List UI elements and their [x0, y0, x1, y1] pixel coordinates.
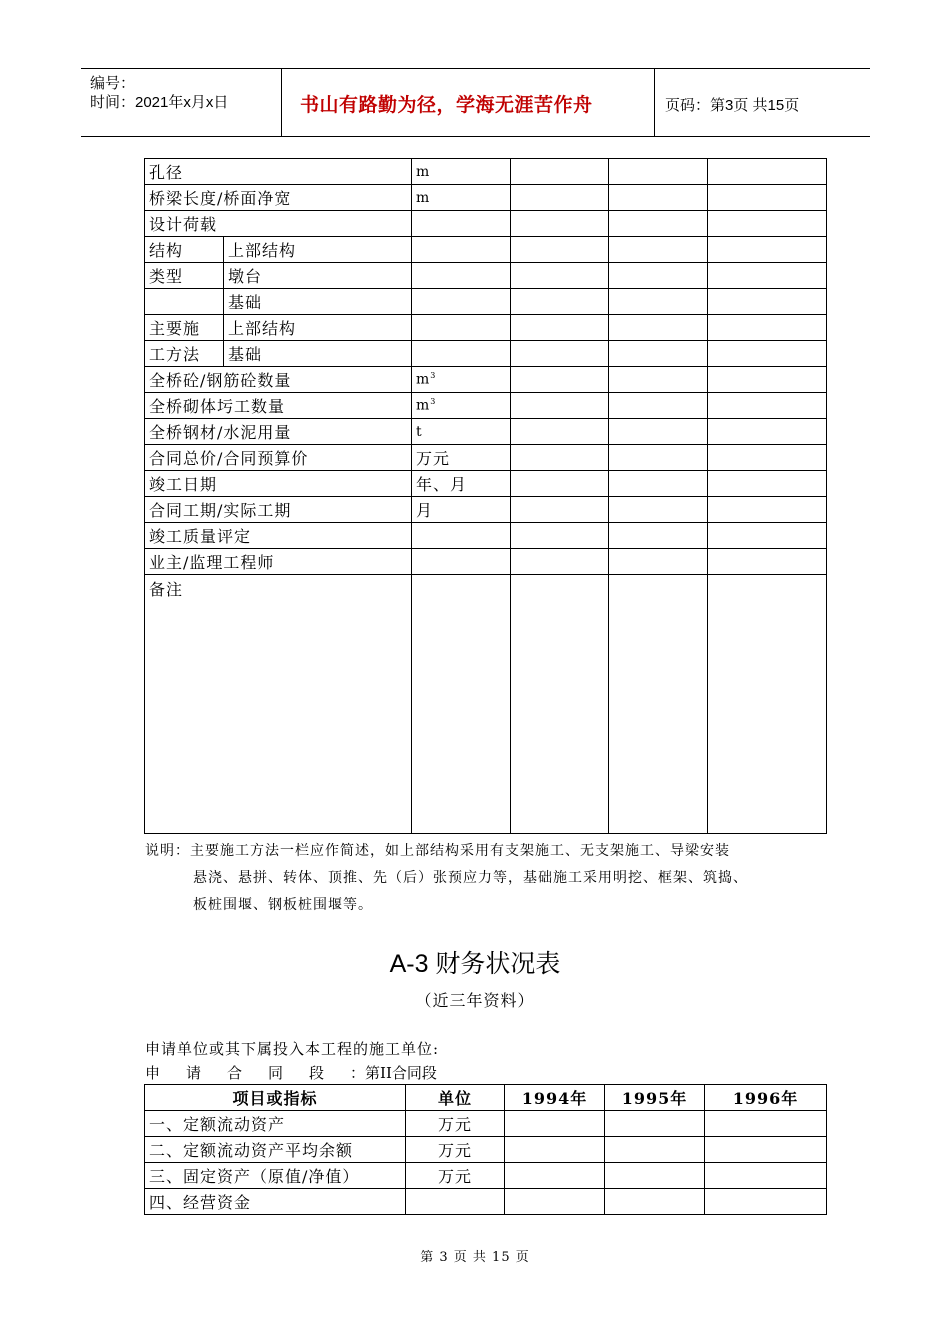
data-cell: [511, 341, 609, 367]
section-subtitle: （近三年资料）: [415, 991, 535, 1010]
data-cell: [511, 263, 609, 289]
row-unit: m: [412, 185, 511, 211]
table-row: [145, 185, 827, 211]
table-note: [145, 838, 748, 919]
data-cell: [609, 497, 708, 523]
data-cell: [708, 367, 827, 393]
data-cell: [609, 471, 708, 497]
data-cell: [511, 159, 609, 185]
row-label: 备注: [145, 575, 412, 834]
table-row: [145, 497, 827, 523]
data-cell: [708, 471, 827, 497]
row-label: 竣工质量评定: [145, 523, 412, 549]
item-label: 四、经营资金: [145, 1189, 406, 1215]
data-cell: [609, 211, 708, 237]
segment-label: 申请合同段: [145, 1064, 351, 1082]
sub-label: 墩台: [224, 263, 412, 289]
data-cell: [708, 237, 827, 263]
data-cell: [511, 289, 609, 315]
table-header-row: [145, 1085, 827, 1111]
table-row: [145, 1137, 827, 1163]
date-label: 时间：2021年x月x日: [90, 94, 229, 111]
motto-text: 书山有路勤为径，学海无涯苦作舟: [300, 94, 593, 116]
row-unit: [412, 549, 511, 575]
page-info-text: 页码：第3页 共15页: [665, 97, 800, 114]
page-footer: 第 3 页 共 15 页: [420, 1250, 530, 1265]
group-label: 类型: [145, 263, 224, 289]
row-unit: m: [412, 159, 511, 185]
table-row: [145, 341, 827, 367]
page-info-cell: [655, 69, 870, 136]
group-label: 工方法: [145, 341, 224, 367]
column-header: 1994年: [505, 1085, 605, 1111]
data-cell: [511, 393, 609, 419]
row-label: 全桥砌体圬工数量: [145, 393, 412, 419]
table-row: [145, 237, 827, 263]
data-cell: [708, 341, 827, 367]
data-cell: [505, 1163, 605, 1189]
table-row: [145, 1163, 827, 1189]
row-unit: 年、月: [412, 471, 511, 497]
row-unit: [412, 393, 511, 419]
sub-label: 基础: [224, 289, 412, 315]
data-cell: [511, 185, 609, 211]
data-cell: [511, 237, 609, 263]
group-label: 主要施: [145, 315, 224, 341]
data-cell: [609, 575, 708, 834]
segment-value: ：第II合同段: [350, 1064, 437, 1082]
row-label: 竣工日期: [145, 471, 412, 497]
table-row: [145, 289, 827, 315]
data-cell: [511, 549, 609, 575]
item-unit: 万元: [406, 1111, 505, 1137]
table-row: [145, 419, 827, 445]
group-label: 结构: [145, 237, 224, 263]
data-cell: [708, 523, 827, 549]
data-cell: [708, 549, 827, 575]
data-cell: [605, 1137, 705, 1163]
table-row: [145, 1111, 827, 1137]
number-label: 编号：: [90, 75, 136, 92]
data-cell: [609, 315, 708, 341]
data-cell: [511, 315, 609, 341]
item-label: 二、定额流动资产平均余额: [145, 1137, 406, 1163]
row-label: 业主/监理工程师: [145, 549, 412, 575]
data-cell: [708, 575, 827, 834]
data-cell: [511, 211, 609, 237]
data-cell: [605, 1163, 705, 1189]
table-row: [145, 159, 827, 185]
section-title: A-3 财务状况表: [389, 950, 561, 978]
motto-cell: [282, 69, 655, 136]
row-label: 全桥砼/钢筋砼数量: [145, 367, 412, 393]
note-line: 说明：主要施工方法一栏应作简述，如上部结构采用有支架施工、无支架施工、导梁安装: [145, 843, 730, 859]
data-cell: [705, 1137, 827, 1163]
data-cell: [505, 1137, 605, 1163]
item-label: 一、定额流动资产: [145, 1111, 406, 1137]
item-label: 三、固定资产（原值/净值）: [145, 1163, 406, 1189]
item-unit: [406, 1189, 505, 1215]
data-cell: [511, 367, 609, 393]
row-unit: [412, 523, 511, 549]
finance-table: [144, 1084, 827, 1215]
data-cell: [609, 393, 708, 419]
data-cell: [609, 419, 708, 445]
table-row: [145, 367, 827, 393]
table-row: [145, 263, 827, 289]
table-row: [145, 471, 827, 497]
data-cell: [609, 263, 708, 289]
unit-text: m: [416, 397, 431, 414]
data-cell: [708, 289, 827, 315]
row-label: 孔径: [145, 159, 412, 185]
data-cell: [708, 315, 827, 341]
table-row: [145, 445, 827, 471]
data-cell: [708, 159, 827, 185]
data-cell: [708, 445, 827, 471]
note-line: 板桩围堰、钢板桩围堰等。: [193, 897, 373, 913]
applicant-label: 申请单位或其下属投入本工程的施工单位:: [145, 1040, 440, 1058]
table-row: [145, 393, 827, 419]
row-label: 合同工期/实际工期: [145, 497, 412, 523]
row-label: 设计荷载: [145, 211, 412, 237]
data-cell: [609, 289, 708, 315]
column-header: 项目或指标: [145, 1085, 406, 1111]
data-cell: [412, 315, 511, 341]
data-cell: [609, 445, 708, 471]
table-row: [145, 523, 827, 549]
data-cell: [511, 523, 609, 549]
data-cell: [609, 185, 708, 211]
data-cell: [708, 211, 827, 237]
data-cell: [609, 367, 708, 393]
data-cell: [511, 419, 609, 445]
group-label: [145, 289, 224, 315]
data-cell: [609, 341, 708, 367]
data-cell: [708, 497, 827, 523]
row-unit: 月: [412, 497, 511, 523]
table-row: [145, 575, 827, 834]
row-unit: [412, 367, 511, 393]
row-label: 桥梁长度/桥面净宽: [145, 185, 412, 211]
column-header: 单位: [406, 1085, 505, 1111]
data-cell: [505, 1189, 605, 1215]
bridge-info-table: [144, 158, 827, 834]
note-line: 悬浇、悬拼、转体、顶推、先（后）张预应力等，基础施工采用明挖、框架、筑捣、: [193, 870, 748, 886]
contract-segment: [145, 1062, 437, 1083]
header-info-cell: [81, 69, 282, 136]
data-cell: [705, 1163, 827, 1189]
data-cell: [412, 263, 511, 289]
data-cell: [412, 289, 511, 315]
data-cell: [705, 1189, 827, 1215]
item-unit: 万元: [406, 1163, 505, 1189]
data-cell: [609, 237, 708, 263]
data-cell: [605, 1189, 705, 1215]
data-cell: [511, 445, 609, 471]
data-cell: [609, 549, 708, 575]
sub-label: 基础: [224, 341, 412, 367]
data-cell: [511, 497, 609, 523]
sub-label: 上部结构: [224, 315, 412, 341]
sub-label: 上部结构: [224, 237, 412, 263]
unit-exponent: 3: [430, 397, 437, 407]
table-row: [145, 211, 827, 237]
unit-exponent: 3: [430, 371, 437, 381]
data-cell: [708, 263, 827, 289]
data-cell: [609, 159, 708, 185]
data-cell: [708, 393, 827, 419]
table-row: [145, 549, 827, 575]
unit-text: m: [416, 371, 431, 388]
row-unit: [412, 575, 511, 834]
data-cell: [605, 1111, 705, 1137]
data-cell: [511, 575, 609, 834]
data-cell: [708, 419, 827, 445]
column-header: 1995年: [605, 1085, 705, 1111]
row-label: 全桥钢材/水泥用量: [145, 419, 412, 445]
row-label: 合同总价/合同预算价: [145, 445, 412, 471]
data-cell: [412, 237, 511, 263]
data-cell: [708, 185, 827, 211]
page-header: [81, 68, 870, 137]
data-cell: [609, 523, 708, 549]
table-row: [145, 315, 827, 341]
item-unit: 万元: [406, 1137, 505, 1163]
data-cell: [412, 341, 511, 367]
data-cell: [705, 1111, 827, 1137]
row-unit: [412, 211, 511, 237]
row-unit: t: [412, 419, 511, 445]
row-unit: 万元: [412, 445, 511, 471]
table-row: [145, 1189, 827, 1215]
column-header: 1996年: [705, 1085, 827, 1111]
data-cell: [505, 1111, 605, 1137]
data-cell: [511, 471, 609, 497]
